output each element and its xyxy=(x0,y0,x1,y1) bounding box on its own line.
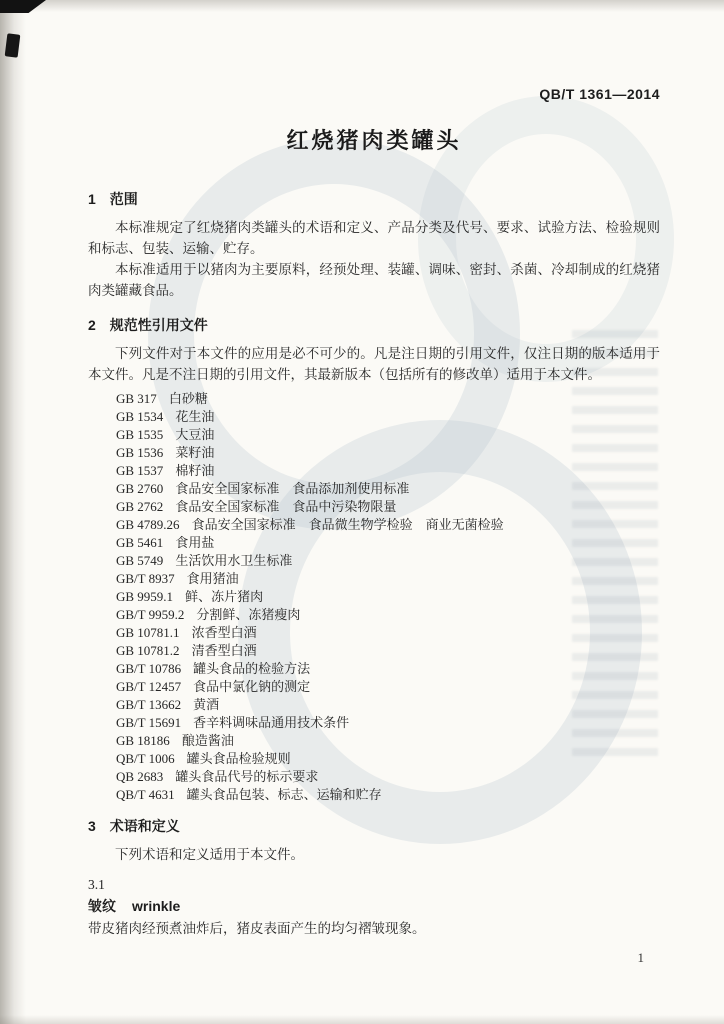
reference-code: QB 2683 xyxy=(116,769,164,784)
reference-title: 罐头食品的检验方法 xyxy=(193,661,311,676)
reference-item xyxy=(116,570,660,588)
references-intro: 下列文件对于本文件的应用是必不可少的。凡是注日期的引用文件，仅注日期的版本适用于本文件。凡是不注日期的引用文件，其最新版本（包括所有的修改单）适用于本文件。 xyxy=(88,346,660,382)
reference-title: 食品中氯化钠的测定 xyxy=(193,679,311,694)
reference-title: 分割鲜、冻猪瘦肉 xyxy=(196,607,301,622)
section-3-title: 术语和定义 xyxy=(109,818,180,834)
reference-code: GB 10781.1 xyxy=(116,625,180,640)
reference-item xyxy=(116,426,660,444)
reference-title: 花生油 xyxy=(175,409,215,424)
section-2-number: 2 xyxy=(88,317,96,333)
reference-item xyxy=(116,552,660,570)
reference-item xyxy=(116,660,660,678)
reference-item xyxy=(116,624,660,642)
reference-title: 酿造酱油 xyxy=(181,733,234,748)
reference-item xyxy=(116,534,660,552)
reference-code: GB/T 10786 xyxy=(116,661,182,676)
reference-code: GB 2760 xyxy=(116,481,164,496)
reference-title: 罐头食品包装、标志、运输和贮存 xyxy=(186,787,382,802)
reference-item xyxy=(116,516,660,534)
scope-paragraph-2: 本标准适用于以猪肉为主要原料，经预处理、装罐、调味、密封、杀菌、冷却制成的红烧猪肉类罐藏食品。 xyxy=(88,262,660,298)
reference-code: GB 1536 xyxy=(116,445,164,460)
reference-code: GB 5461 xyxy=(116,535,164,550)
reference-code: GB 2762 xyxy=(116,499,164,514)
reference-list xyxy=(116,390,660,804)
reference-title: 鲜、冻片猪肉 xyxy=(185,589,264,604)
reference-item xyxy=(116,462,660,480)
term-entry xyxy=(88,896,660,917)
reference-title: 食品安全国家标准 食品添加剂使用标准 xyxy=(175,481,410,496)
scope-paragraph-1: 本标准规定了红烧猪肉类罐头的术语和定义、产品分类及代号、要求、试验方法、检验规则和标志、包装、运输、贮存。 xyxy=(88,220,660,256)
reference-title: 罐头食品代号的标示要求 xyxy=(175,769,319,784)
reference-item xyxy=(116,714,660,732)
reference-code: GB 5749 xyxy=(116,553,164,568)
reference-code: GB/T 13662 xyxy=(116,697,182,712)
reference-item xyxy=(116,606,660,624)
reference-item xyxy=(116,732,660,750)
reference-item xyxy=(116,480,660,498)
reference-title: 食用盐 xyxy=(175,535,215,550)
term-name-zh: 皱纹 xyxy=(88,898,116,914)
page-number: 1 xyxy=(637,950,644,965)
reference-code: GB/T 12457 xyxy=(116,679,182,694)
reference-item xyxy=(116,498,660,516)
section-3-number: 3 xyxy=(88,818,96,834)
reference-title: 香辛料调味品通用技术条件 xyxy=(193,715,350,730)
reference-code: GB 317 xyxy=(116,391,157,406)
reference-item xyxy=(116,768,660,786)
reference-code: QB/T 1006 xyxy=(116,751,175,766)
reference-title: 食品安全国家标准 食品中污染物限量 xyxy=(175,499,397,514)
reference-code: GB 10781.2 xyxy=(116,643,180,658)
reference-item xyxy=(116,786,660,804)
reference-code: GB 18186 xyxy=(116,733,170,748)
reference-item xyxy=(116,390,660,408)
section-1-title: 范围 xyxy=(109,191,138,207)
standard-number: QB/T 1361—2014 xyxy=(539,86,660,102)
reference-item xyxy=(116,642,660,660)
term-number: 3.1 xyxy=(88,877,105,892)
section-3-heading xyxy=(88,816,660,836)
reference-item xyxy=(116,696,660,714)
reference-title: 黄酒 xyxy=(193,697,220,712)
reference-item xyxy=(116,408,660,426)
reference-title: 菜籽油 xyxy=(175,445,215,460)
section-2-title: 规范性引用文件 xyxy=(109,317,208,333)
reference-code: GB 9959.1 xyxy=(116,589,174,604)
section-1-heading xyxy=(88,189,660,209)
reference-title: 食用猪油 xyxy=(186,571,239,586)
reference-title: 棉籽油 xyxy=(175,463,215,478)
reference-title: 浓香型白酒 xyxy=(191,625,257,640)
reference-item xyxy=(116,750,660,768)
reference-code: GB/T 9959.2 xyxy=(116,607,185,622)
document-title: 红烧猪肉类罐头 xyxy=(286,128,462,153)
reference-item xyxy=(116,588,660,606)
reference-title: 清香型白酒 xyxy=(191,643,257,658)
section-2-heading xyxy=(88,315,660,335)
reference-title: 生活饮用水卫生标准 xyxy=(175,553,293,568)
scan-edge-shadow-bottom xyxy=(0,1015,724,1024)
reference-title: 大豆油 xyxy=(175,427,215,442)
reference-title: 白砂糖 xyxy=(168,391,208,406)
term-name-en: wrinkle xyxy=(132,898,181,914)
reference-title: 食品安全国家标准 食品微生物学检验 商业无菌检验 xyxy=(191,517,504,532)
terms-intro: 下列术语和定义适用于本文件。 xyxy=(115,847,304,862)
reference-title: 罐头食品检验规则 xyxy=(186,751,291,766)
reference-code: GB 1534 xyxy=(116,409,164,424)
reference-code: GB/T 8937 xyxy=(116,571,175,586)
section-1-number: 1 xyxy=(88,191,96,207)
reference-code: GB 1535 xyxy=(116,427,164,442)
reference-code: GB/T 15691 xyxy=(116,715,182,730)
reference-code: QB/T 4631 xyxy=(116,787,175,802)
reference-code: GB 1537 xyxy=(116,463,164,478)
term-definition: 带皮猪肉经预煮油炸后，猪皮表面产生的均匀褶皱现象。 xyxy=(88,921,426,936)
reference-item xyxy=(116,444,660,462)
reference-item xyxy=(116,678,660,696)
reference-code: GB 4789.26 xyxy=(116,517,180,532)
